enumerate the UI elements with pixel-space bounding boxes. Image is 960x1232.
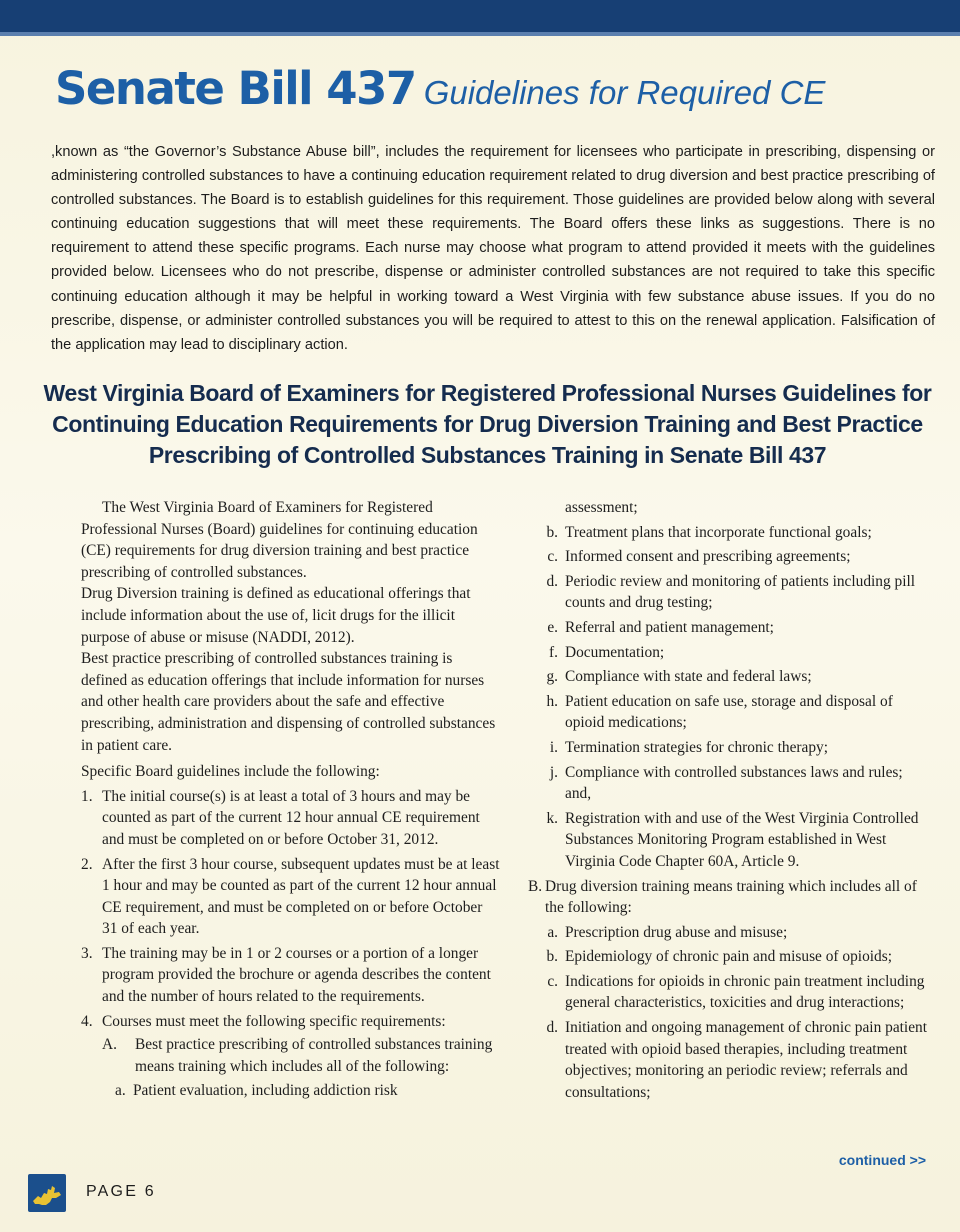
page-title (55, 62, 935, 128)
letter-item-letter: b. (546, 523, 558, 541)
letter-item (528, 971, 928, 1014)
letter-item-letter: j. (549, 763, 558, 781)
continued-text: assessment; (565, 499, 638, 516)
top-banner-edge (0, 32, 960, 36)
letter-item-text: Epidemiology of chronic pain and misuse of opioids; (565, 948, 892, 966)
left-column (81, 497, 501, 1102)
letter-item-letter: b. (546, 948, 558, 966)
letter-item-letter: d. (546, 1019, 558, 1037)
letter-item-text: Indications for opioids in chronic pain treatment including general characteristics, toxicities and drug interactions; (565, 972, 925, 1012)
letter-item-letter: e. (547, 618, 558, 636)
letter-item (528, 691, 928, 734)
letter-item-letter: a. (547, 923, 558, 941)
sublist-item-text: Drug diversion training means training which includes all of the following: (545, 877, 917, 917)
letter-item (528, 571, 928, 614)
list-item-number: 1. (81, 787, 93, 805)
letter-item (528, 522, 928, 544)
best-practice-definition: Best practice prescribing of controlled substances training is defined as education offerings that include information for nurses and other health care providers about the safe and effective prescribing, administration and dispensing of controlled substances in patient care. (81, 650, 496, 754)
letter-item (528, 1017, 928, 1103)
section-heading: West Virginia Board of Examiners for Registered Professional Nurses Guidelines for Continuing Education Requirements for Drug Diversion Training and Best Practice Prescribing of Controlled Substances Training in Senate Bill 437 (43, 380, 932, 468)
letter-item-text: Documentation; (565, 643, 665, 661)
letter-item-text: Registration with and use of the West Virginia Controlled Substances Monitoring Program established in West Virginia Code Chapter 60A, Article 9. (565, 809, 919, 870)
list-item-number: 3. (81, 944, 93, 962)
list-item-text: The initial course(s) is at least a total of 3 hours and may be counted as part of the current 12 hour annual CE requirement and must be completed on or before October 31, 2012. (102, 787, 480, 848)
page-number: PAGE 6 (86, 1183, 156, 1200)
sublist-item-letter: A. (102, 1036, 117, 1054)
letter-item (528, 922, 928, 944)
west-virginia-state-icon (28, 1174, 66, 1212)
letter-item-letter: d. (546, 572, 558, 590)
letter-item (528, 946, 928, 968)
sublist-item-letter: B. (528, 877, 543, 895)
letter-item (528, 737, 928, 759)
letter-item-text: Patient education on safe use, storage and disposal of opioid medications; (565, 692, 893, 732)
letter-item (528, 762, 928, 805)
letter-item-text: Termination strategies for chronic therapy; (565, 738, 829, 756)
list-item-text: Courses must meet the following specific requirements: (102, 1012, 446, 1030)
letter-item-letter: k. (546, 809, 558, 827)
letter-item-text: Compliance with state and federal laws; (565, 668, 812, 686)
sublist-item-b (528, 876, 928, 919)
letter-item-text: Referral and patient management; (565, 618, 774, 636)
guidelines-lead-in: Specific Board guidelines include the following: (81, 763, 380, 781)
drug-diversion-definition: Drug Diversion training is defined as educational offerings that include information about the use of, licit drugs for the illicit purpose of abuse or misuse (NADDI, 2012). (81, 585, 471, 646)
list-item-number: 2. (81, 855, 93, 873)
list-item (81, 786, 501, 851)
letter-item-text: Periodic review and monitoring of patients including pill counts and drug testing; (565, 572, 916, 612)
letter-item-letter: a. (115, 1082, 126, 1100)
list-item-text: After the first 3 hour course, subsequent updates must be at least 1 hour and may be counted as part of the current 12 hour annual CE requirement, and must be completed on or before October 31 of each year. (102, 855, 500, 938)
letter-item-letter: i. (549, 738, 558, 756)
top-banner-bar (0, 0, 960, 32)
letter-item (528, 546, 928, 568)
list-item (81, 854, 501, 940)
continued-link[interactable]: continued >> (838, 1152, 926, 1168)
sublist-item-a (81, 1034, 501, 1077)
letter-item-text: Treatment plans that incorporate functional goals; (565, 523, 872, 541)
letter-item (528, 808, 928, 873)
letter-item-letter: h. (546, 692, 558, 710)
letter-item-text: Compliance with controlled substances laws and rules; and, (565, 763, 903, 803)
intro-paragraph: ,known as “the Governor’s Substance Abuse bill”, includes the requirement for licensees who participate in prescribing, dispensing or administering controlled substances to have a continuing education requirement related to drug diversion and best practice prescribing of controlled substances. The Board is to establish guidelines for this requirement. Those guidelines are provided below along with several continuing education suggestions that will meet these requirements. The Board offers these links as suggestions. There is no requirement to attend these specific programs. Each nurse may choose what program to attend provided it meets with the guidelines provided below. Licensees who do not prescribe, dispense or administer controlled substances are not required to take this specific continuing education although it may be helpful in working toward a West Virginia with few substance abuse issues. If you do no prescribe, dispense, or administer controlled substances you will be required to attest to this on the renewal application. Falsification of the application may lead to disciplinary action. (51, 144, 935, 353)
letter-item (528, 642, 928, 664)
letter-item-letter: f. (549, 643, 558, 661)
list-item-number: 4. (81, 1012, 93, 1030)
letter-item-letter: c. (547, 972, 558, 990)
sublist-item-text: Best practice prescribing of controlled substances training means training which includes all of the following: (135, 1036, 493, 1075)
letter-item-letter: g. (546, 668, 558, 686)
letter-item (528, 666, 928, 688)
letter-item-text: Initiation and ongoing management of chronic pain patient treated with opioid based therapies, including treatment objectives; monitoring an periodic review; referrals and consultations; (565, 1019, 928, 1101)
guidelines-intro-paragraph: The West Virginia Board of Examiners for Registered Professional Nurses (Board) guidelines for continuing education (CE) requirements for drug diversion training and best practice prescribing of controlled substances. (81, 499, 478, 581)
letter-item-text: Patient evaluation, including addiction risk (133, 1082, 398, 1100)
letter-item-text: Informed consent and prescribing agreements; (565, 548, 851, 566)
letter-item (528, 617, 928, 639)
list-item (81, 1011, 501, 1033)
letter-item-letter: c. (547, 548, 558, 566)
list-item-text: The training may be in 1 or 2 courses or a portion of a longer program provided the brochure or agenda describes the content and the number of hours related to the requirements. (102, 944, 491, 1006)
letter-item-text: Prescription drug abuse and misuse; (565, 923, 788, 941)
right-column (528, 497, 928, 1103)
title-subtitle: Guidelines for Required CE (423, 74, 826, 111)
letter-item (81, 1080, 501, 1102)
logo-background (28, 1174, 66, 1212)
title-main: Senate Bill 437 (55, 62, 416, 115)
list-item (81, 943, 501, 1008)
